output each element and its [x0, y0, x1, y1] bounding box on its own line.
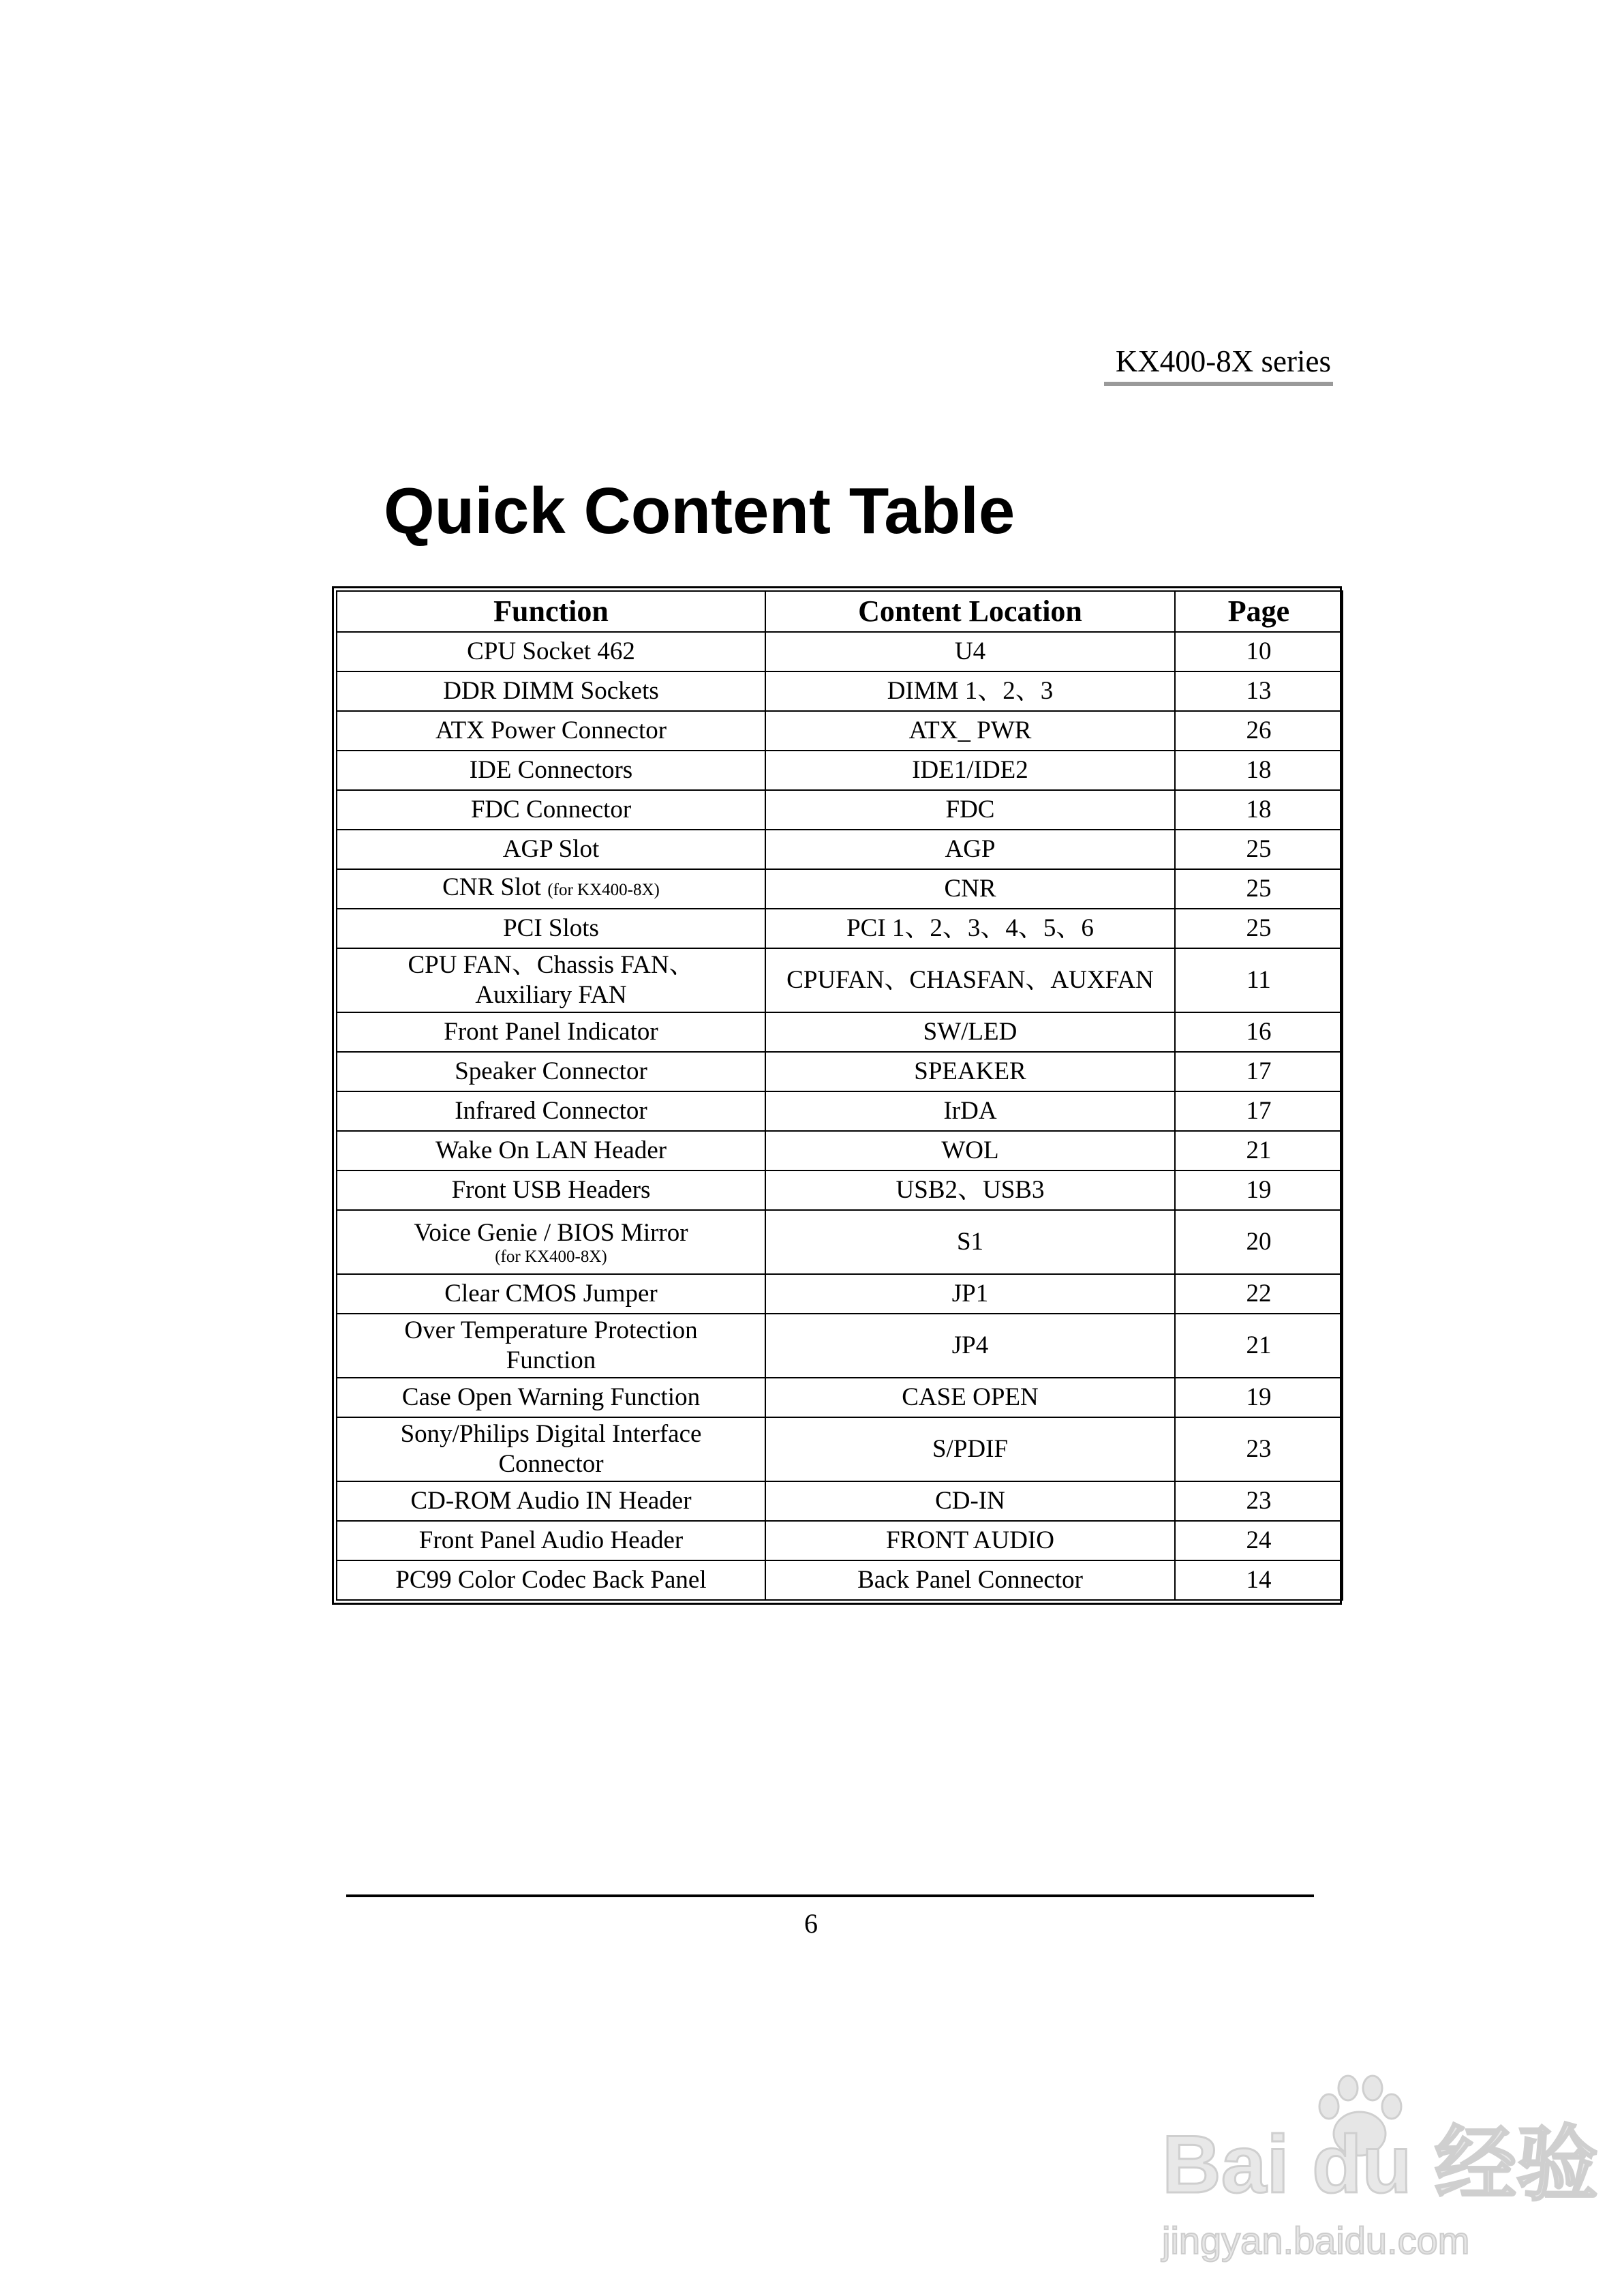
table-row — [337, 1170, 1343, 1210]
location-cell: S/PDIF — [765, 1417, 1175, 1481]
table-row — [337, 1314, 1343, 1378]
table-row — [337, 1417, 1343, 1481]
function-note: (for KX400-8X) — [547, 881, 660, 899]
function-text-line2: Auxiliary FAN — [475, 981, 627, 1009]
table-row — [337, 632, 1343, 671]
watermark-brand: Bai du 经验 — [1162, 2119, 1599, 2210]
page-cell: 17 — [1175, 1091, 1343, 1131]
footer-rule — [346, 1894, 1314, 1897]
location-cell: IrDA — [765, 1091, 1175, 1131]
function-cell: DDR DIMM Sockets — [337, 671, 765, 711]
function-cell — [337, 869, 765, 909]
function-cell: Infrared Connector — [337, 1091, 765, 1131]
column-header-function: Function — [337, 591, 765, 632]
function-cell: Clear CMOS Jumper — [337, 1274, 765, 1314]
column-header-page: Page — [1175, 591, 1343, 632]
function-cell: AGP Slot — [337, 830, 765, 869]
page-cell: 21 — [1175, 1314, 1343, 1378]
table-row — [337, 1210, 1343, 1274]
table-row — [337, 1521, 1343, 1560]
page-title: Quick Content Table — [384, 474, 1015, 547]
function-text-line1: CPU FAN、Chassis FAN、 — [408, 951, 694, 979]
table-row — [337, 1481, 1343, 1521]
function-cell — [337, 1210, 765, 1274]
page-cell: 25 — [1175, 830, 1343, 869]
function-cell: FDC Connector — [337, 790, 765, 830]
page-number: 6 — [804, 1908, 818, 1939]
location-cell: CPUFAN、CHASFAN、AUXFAN — [765, 948, 1175, 1012]
location-cell: IDE1/IDE2 — [765, 751, 1175, 790]
function-text-line1: Sony/Philips Digital Interface — [400, 1420, 702, 1448]
location-cell: Back Panel Connector — [765, 1560, 1175, 1600]
location-cell: WOL — [765, 1131, 1175, 1170]
function-text: CNR Slot — [442, 873, 542, 901]
function-text-line1: Over Temperature Protection — [404, 1316, 698, 1344]
function-cell: Case Open Warning Function — [337, 1378, 765, 1417]
page-cell: 14 — [1175, 1560, 1343, 1600]
content-table-frame — [332, 586, 1342, 1605]
function-cell: Front USB Headers — [337, 1170, 765, 1210]
location-cell: JP4 — [765, 1314, 1175, 1378]
location-cell: JP1 — [765, 1274, 1175, 1314]
page-cell: 25 — [1175, 869, 1343, 909]
page-cell: 23 — [1175, 1417, 1343, 1481]
page-cell: 13 — [1175, 671, 1343, 711]
location-cell: USB2、USB3 — [765, 1170, 1175, 1210]
location-cell: SPEAKER — [765, 1052, 1175, 1091]
column-header-location: Content Location — [765, 591, 1175, 632]
page-cell: 11 — [1175, 948, 1343, 1012]
location-cell: PCI 1、2、3、4、5、6 — [765, 909, 1175, 948]
page-cell: 16 — [1175, 1012, 1343, 1052]
function-cell: Speaker Connector — [337, 1052, 765, 1091]
table-row — [337, 948, 1343, 1012]
table-row — [337, 1052, 1343, 1091]
location-cell: ATX_ PWR — [765, 711, 1175, 751]
function-cell: PC99 Color Codec Back Panel — [337, 1560, 765, 1600]
location-cell: U4 — [765, 632, 1175, 671]
page-cell: 19 — [1175, 1170, 1343, 1210]
location-cell: S1 — [765, 1210, 1175, 1274]
function-text-line2: Function — [506, 1346, 596, 1374]
table-row — [337, 1012, 1343, 1052]
page-cell: 10 — [1175, 632, 1343, 671]
page-cell: 19 — [1175, 1378, 1343, 1417]
series-underline — [1104, 382, 1333, 386]
location-cell: DIMM 1、2、3 — [765, 671, 1175, 711]
function-cell: Front Panel Indicator — [337, 1012, 765, 1052]
location-cell: CNR — [765, 869, 1175, 909]
table-row — [337, 711, 1343, 751]
function-cell — [337, 1417, 765, 1481]
table-row — [337, 671, 1343, 711]
page-cell: 23 — [1175, 1481, 1343, 1521]
table-row — [337, 1131, 1343, 1170]
function-cell — [337, 1314, 765, 1378]
function-cell: PCI Slots — [337, 909, 765, 948]
table-row — [337, 1274, 1343, 1314]
location-cell: FDC — [765, 790, 1175, 830]
page-cell: 20 — [1175, 1210, 1343, 1274]
table-row — [337, 751, 1343, 790]
table-row — [337, 1560, 1343, 1600]
page-cell: 17 — [1175, 1052, 1343, 1091]
table-row — [337, 869, 1343, 909]
location-cell: SW/LED — [765, 1012, 1175, 1052]
function-cell: Front Panel Audio Header — [337, 1521, 765, 1560]
table-row — [337, 1378, 1343, 1417]
function-cell: CD-ROM Audio IN Header — [337, 1481, 765, 1521]
location-cell: CASE OPEN — [765, 1378, 1175, 1417]
page-cell: 18 — [1175, 790, 1343, 830]
page-cell: 24 — [1175, 1521, 1343, 1560]
page-cell: 18 — [1175, 751, 1343, 790]
content-table — [336, 590, 1343, 1601]
page-cell: 26 — [1175, 711, 1343, 751]
location-cell: AGP — [765, 830, 1175, 869]
table-header-row — [337, 591, 1343, 632]
page-cell: 25 — [1175, 909, 1343, 948]
watermark-url: jingyan.baidu.com — [1162, 2219, 1470, 2262]
function-text: Voice Genie / BIOS Mirror — [414, 1219, 688, 1247]
function-cell: ATX Power Connector — [337, 711, 765, 751]
function-note: (for KX400-8X) — [495, 1248, 607, 1266]
table-row — [337, 830, 1343, 869]
function-cell: IDE Connectors — [337, 751, 765, 790]
table-row — [337, 1091, 1343, 1131]
function-cell: CPU Socket 462 — [337, 632, 765, 671]
page-cell: 22 — [1175, 1274, 1343, 1314]
function-cell — [337, 948, 765, 1012]
table-row — [337, 909, 1343, 948]
table-row — [337, 790, 1343, 830]
function-cell: Wake On LAN Header — [337, 1131, 765, 1170]
location-cell: FRONT AUDIO — [765, 1521, 1175, 1560]
location-cell: CD-IN — [765, 1481, 1175, 1521]
series-label: KX400-8X series — [1115, 344, 1331, 378]
page-cell: 21 — [1175, 1131, 1343, 1170]
function-text-line2: Connector — [498, 1450, 604, 1478]
